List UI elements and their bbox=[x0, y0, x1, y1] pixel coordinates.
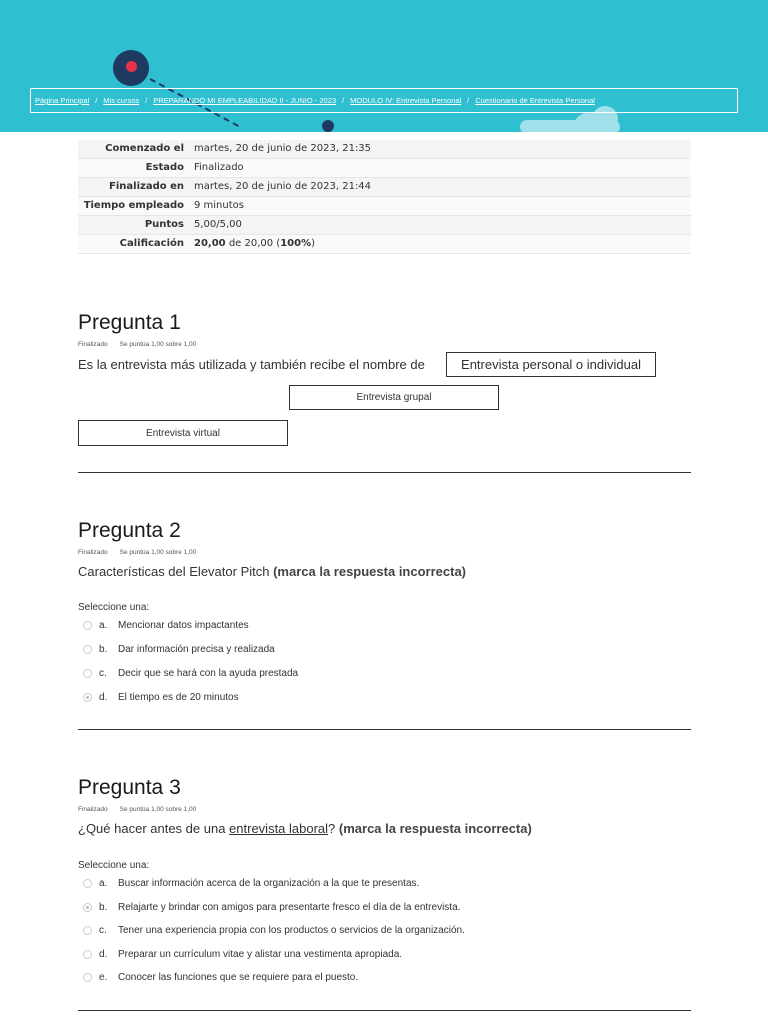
breadcrumb-my-courses-link[interactable]: Mis cursos bbox=[103, 96, 140, 105]
option-text: El tiempo es de 20 minutos bbox=[118, 692, 239, 703]
header-banner bbox=[0, 0, 768, 132]
option-letter: b. bbox=[99, 902, 108, 913]
select-one-label: Seleccione una: bbox=[78, 860, 150, 871]
question-2-text bbox=[78, 564, 466, 579]
option-text: Buscar información acerca de la organización a la que te presentas. bbox=[118, 878, 420, 889]
option-letter: d. bbox=[99, 692, 108, 703]
option-text: Mencionar datos impactantes bbox=[118, 620, 249, 631]
question-score: Se puntúa 1,00 sobre 1,00 bbox=[119, 806, 197, 813]
question-divider bbox=[78, 1010, 691, 1011]
option-letter: b. bbox=[99, 644, 108, 655]
summary-label: Puntos bbox=[78, 216, 190, 235]
radio-button-checked[interactable] bbox=[83, 903, 92, 912]
decorative-dot bbox=[126, 61, 137, 72]
breadcrumb-home-link[interactable]: Página Principal bbox=[35, 96, 90, 105]
grade-close: ) bbox=[311, 238, 316, 249]
summary-label: Comenzado el bbox=[78, 140, 190, 159]
summary-row bbox=[78, 197, 691, 216]
breadcrumb bbox=[30, 88, 738, 113]
question-1-meta bbox=[78, 341, 196, 348]
option-text: Preparar un currículum vitae y alistar una vestimenta apropiada. bbox=[118, 949, 403, 960]
question-score: Se puntúa 1,00 sobre 1,00 bbox=[119, 549, 197, 556]
option-text: Decir que se hará con la ayuda prestada bbox=[118, 668, 299, 679]
radio-button-checked[interactable] bbox=[83, 693, 92, 702]
option-a[interactable] bbox=[83, 620, 249, 631]
radio-button[interactable] bbox=[83, 621, 92, 630]
question-2-meta bbox=[78, 549, 196, 556]
decorative-small-circle bbox=[322, 120, 334, 132]
summary-value: martes, 20 de junio de 2023, 21:35 bbox=[190, 140, 691, 159]
grade-max: de 20,00 ( bbox=[225, 238, 281, 249]
summary-row bbox=[78, 178, 691, 197]
option-d[interactable] bbox=[83, 949, 402, 960]
summary-value bbox=[190, 235, 691, 254]
question-text: ? bbox=[328, 821, 339, 836]
summary-row bbox=[78, 159, 691, 178]
question-status: Finalizado bbox=[78, 341, 108, 348]
option-letter: c. bbox=[99, 925, 107, 936]
glossary-link[interactable]: entrevista laboral bbox=[229, 821, 329, 836]
question-3-text bbox=[78, 821, 532, 836]
option-letter: c. bbox=[99, 668, 107, 679]
option-letter: d. bbox=[99, 949, 108, 960]
radio-button[interactable] bbox=[83, 879, 92, 888]
breadcrumb-module-link[interactable]: MODULO IV: Entrevista Personal bbox=[350, 96, 462, 105]
option-letter: a. bbox=[99, 620, 108, 631]
option-text: Conocer las funciones que se requiere para el puesto. bbox=[118, 972, 359, 983]
summary-label: Finalizado en bbox=[78, 178, 190, 197]
radio-button[interactable] bbox=[83, 669, 92, 678]
question-status: Finalizado bbox=[78, 806, 108, 813]
radio-button[interactable] bbox=[83, 926, 92, 935]
breadcrumb-separator: / bbox=[342, 96, 345, 105]
option-a[interactable] bbox=[83, 878, 419, 889]
summary-row bbox=[78, 235, 691, 254]
option-d[interactable] bbox=[83, 692, 239, 703]
question-divider bbox=[78, 472, 691, 473]
radio-button[interactable] bbox=[83, 645, 92, 654]
summary-value: 9 minutos bbox=[190, 197, 691, 216]
option-c[interactable] bbox=[83, 668, 298, 679]
option-e[interactable] bbox=[83, 972, 358, 983]
question-3-meta bbox=[78, 806, 196, 813]
summary-value: 5,00/5,00 bbox=[190, 216, 691, 235]
question-instruction: (marca la respuesta incorrecta) bbox=[338, 821, 532, 836]
question-score: Se puntúa 1,00 sobre 1,00 bbox=[119, 341, 197, 348]
summary-label: Calificación bbox=[78, 235, 190, 254]
question-text: Características del Elevator Pitch bbox=[78, 564, 274, 579]
question-3-title: Pregunta 3 bbox=[78, 776, 181, 799]
grade-percent: 100% bbox=[280, 238, 312, 249]
answer-choice-box[interactable]: Entrevista grupal bbox=[289, 385, 499, 410]
question-2-title: Pregunta 2 bbox=[78, 519, 181, 542]
option-c[interactable] bbox=[83, 925, 465, 936]
question-1-title: Pregunta 1 bbox=[78, 311, 181, 334]
grade-value: 20,00 bbox=[194, 238, 226, 249]
option-text: Dar información precisa y realizada bbox=[118, 644, 275, 655]
option-text: Tener una experiencia propia con los productos o servicios de la organización. bbox=[118, 925, 465, 936]
question-divider bbox=[78, 729, 691, 730]
selected-answer-box[interactable]: Entrevista personal o individual bbox=[446, 352, 656, 377]
radio-button[interactable] bbox=[83, 950, 92, 959]
summary-value: Finalizado bbox=[190, 159, 691, 178]
summary-row bbox=[78, 140, 691, 159]
select-one-label: Seleccione una: bbox=[78, 602, 150, 613]
attempt-summary-table bbox=[78, 140, 691, 254]
option-letter: e. bbox=[99, 972, 108, 983]
summary-label: Estado bbox=[78, 159, 190, 178]
question-instruction: (marca la respuesta incorrecta) bbox=[273, 564, 467, 579]
option-b[interactable] bbox=[83, 902, 460, 913]
breadcrumb-quiz-link[interactable]: Cuestionario de Entrevista Personal bbox=[475, 96, 595, 105]
question-status: Finalizado bbox=[78, 549, 108, 556]
summary-row bbox=[78, 216, 691, 235]
summary-value: martes, 20 de junio de 2023, 21:44 bbox=[190, 178, 691, 197]
breadcrumb-course-link[interactable]: PREPARANDO MI EMPLEABILIDAD II - JUNIO - 2023 bbox=[153, 96, 337, 105]
option-b[interactable] bbox=[83, 644, 275, 655]
option-text: Relajarte y brindar con amigos para presentarte fresco el día de la entrevista. bbox=[118, 902, 461, 913]
radio-button[interactable] bbox=[83, 973, 92, 982]
summary-label: Tiempo empleado bbox=[78, 197, 190, 216]
option-letter: a. bbox=[99, 878, 108, 889]
question-1-text: Es la entrevista más utilizada y también recibe el nombre de bbox=[78, 357, 425, 372]
answer-choice-box[interactable]: Entrevista virtual bbox=[78, 420, 288, 446]
breadcrumb-separator: / bbox=[145, 96, 148, 105]
breadcrumb-separator: / bbox=[467, 96, 470, 105]
question-text: ¿Qué hacer antes de una bbox=[78, 821, 230, 836]
breadcrumb-separator: / bbox=[95, 96, 98, 105]
